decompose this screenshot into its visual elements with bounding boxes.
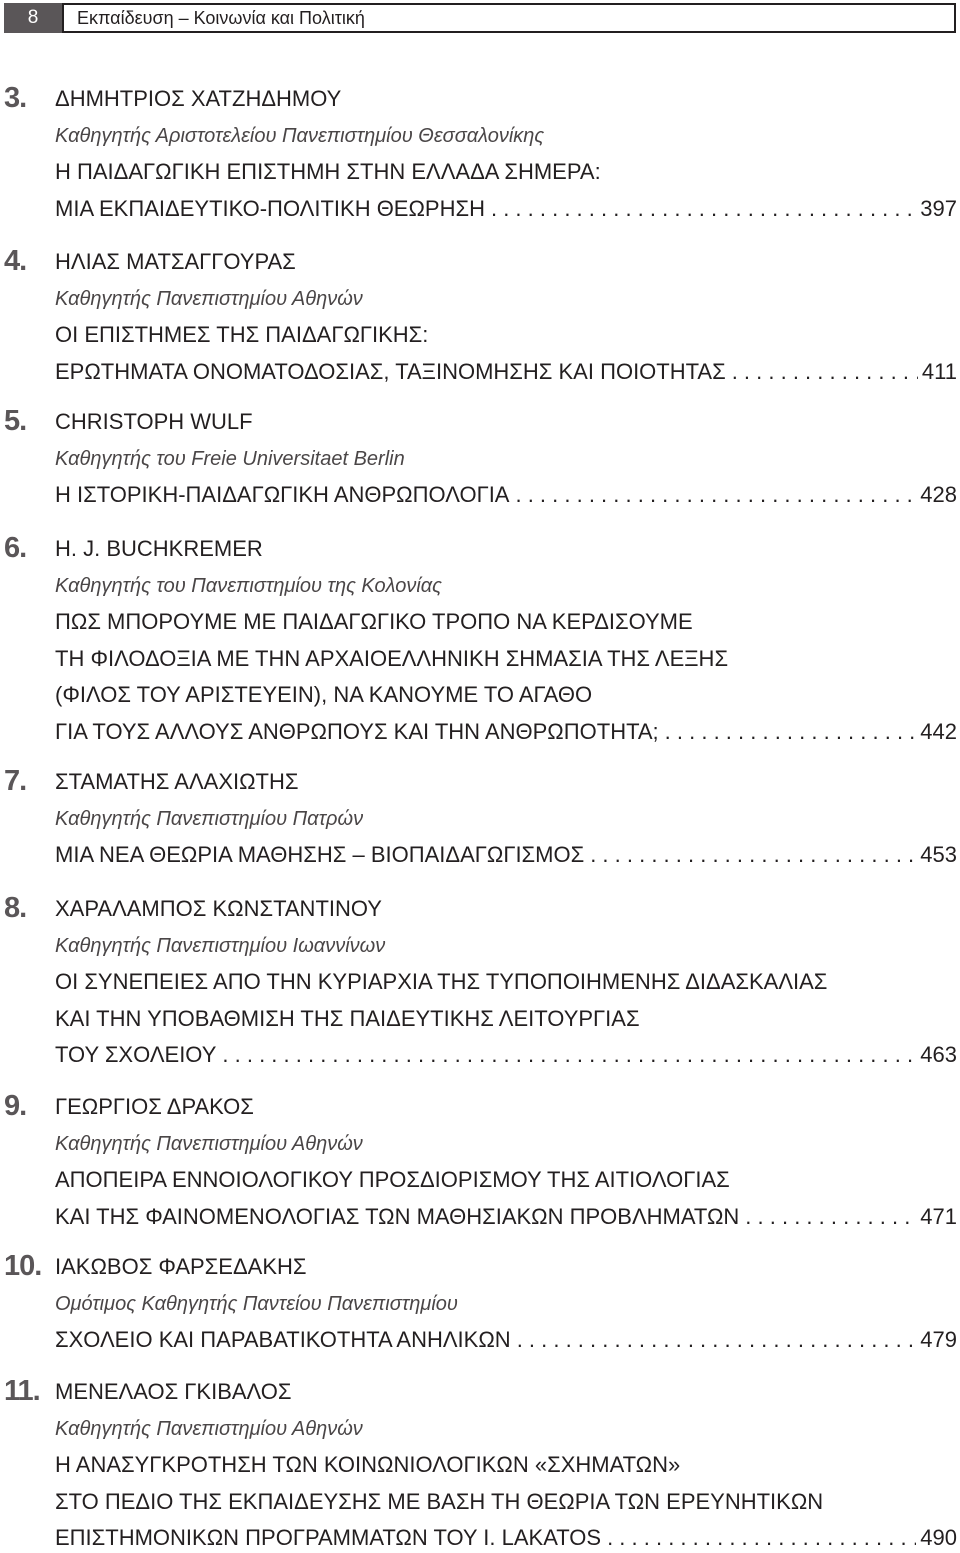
- entry-title-text: ΜΙΑ ΝΕΑ ΘΕΩΡΙΑ ΜΑΘΗΣΗΣ – ΒΙΟΠΑΙΔΑΓΩΓΙΣΜΟΣ: [55, 842, 585, 867]
- entry-title-last-line: [55, 480, 957, 510]
- entry-title-last-line: [55, 1040, 957, 1070]
- entry-affiliation: Καθηγητής Πανεπιστημίου Αθηνών: [55, 287, 363, 310]
- entry-number: 11.: [4, 1375, 40, 1407]
- entry-number: 5.: [4, 405, 27, 437]
- entry-title-line: Η ΑΝΑΣΥΓΚΡΟΤΗΣΗ ΤΩΝ ΚΟΙΝΩΝΙΟΛΟΓΙΚΩΝ «ΣΧΗΜΑΤΩΝ»: [55, 1452, 681, 1477]
- entry-title-text: ΕΡΩΤΗΜΑΤΑ ΟΝΟΜΑΤΟΔΟΣΙΑΣ, ΤΑΞΙΝΟΜΗΣΗΣ ΚΑΙ ΠΟΙΟΤΗΤΑΣ: [55, 358, 726, 384]
- entry-page-number: 471: [920, 1203, 957, 1229]
- entry-title-line: ΤΗ ΦΙΛΟΔΟΞΙΑ ΜΕ ΤΗΝ ΑΡΧΑΙΟΕΛΛΗΝΙΚΗ ΣΗΜΑΣΙΑ ΤΗΣ ΛΕΞΗΣ: [55, 645, 729, 671]
- entry-number: 10.: [4, 1250, 42, 1282]
- entry-title-line: Η ΠΑΙΔΑΓΩΓΙΚΗ ΕΠΙΣΤΗΜΗ ΣΤΗΝ ΕΛΛΑΔΑ ΣΗΜΕΡΑ:: [55, 159, 601, 184]
- entry-author: H. J. BUCHKREMER: [55, 536, 263, 561]
- dot-leader: [607, 1523, 916, 1553]
- entry-author: ΧΑΡΑΛΑΜΠΟΣ ΚΩΝΣΤΑΝΤΙΝΟΥ: [55, 896, 382, 921]
- dot-leader: [590, 840, 916, 870]
- entry-title-text: ΕΠΙΣΤΗΜΟΝΙΚΩΝ ΠΡΟΓΡΑΜΜΑΤΩΝ ΤΟΥ I. LAKATOS: [55, 1525, 602, 1550]
- entry-title-last-line: [55, 840, 957, 870]
- entry-page-number: 428: [920, 482, 957, 507]
- entry-page-number: 411: [921, 358, 957, 384]
- entry-author: CHRISTOPH WULF: [55, 409, 253, 434]
- entry-author: ΗΛΙΑΣ ΜΑΤΣΑΓΓΟΥΡΑΣ: [55, 249, 296, 274]
- entry-title-text: ΤΟΥ ΣΧΟΛΕΙΟΥ: [55, 1042, 217, 1067]
- entry-title-line: ΑΠΟΠΕΙΡΑ ΕΝΝΟΙΟΛΟΓΙΚΟΥ ΠΡΟΣΔΙΟΡΙΣΜΟΥ ΤΗΣ ΑΙΤΙΟΛΟΓΙΑΣ: [55, 1167, 730, 1192]
- entry-page-number: 442: [920, 718, 957, 744]
- entry-title-text: Η ΙΣΤΟΡΙΚΗ-ΠΑΙΔΑΓΩΓΙΚΗ ΑΝΘΡΩΠΟΛΟΓΙΑ: [55, 482, 510, 507]
- dot-leader: [665, 717, 917, 747]
- dot-leader: [491, 194, 916, 224]
- entry-title-line: ΟΙ ΣΥΝΕΠΕΙΕΣ ΑΠΟ ΤΗΝ ΚΥΡΙΑΡΧΙΑ ΤΗΣ ΤΥΠΟΠΟΙΗΜΕΝΗΣ ΔΙΔΑΣΚΑΛΙΑΣ: [55, 969, 828, 994]
- entry-author: ΔΗΜΗΤΡΙΟΣ ΧΑΤΖΗΔΗΜΟΥ: [55, 86, 342, 111]
- entry-title-line: (ΦΙΛΟΣ ΤΟΥ ΑΡΙΣΤΕΥΕΙΝ), ΝΑ ΚΑΝΟΥΜΕ ΤΟ ΑΓΑΘΟ: [55, 682, 593, 707]
- entry-number: 7.: [4, 765, 27, 797]
- entry-title-last-line: [55, 717, 957, 747]
- running-title: Εκπαίδευση – Κοινωνία και Πολιτική: [62, 3, 956, 33]
- dot-leader: [517, 1325, 917, 1355]
- entry-affiliation: Καθηγητής του Πανεπιστημίου της Κολονίας: [55, 574, 442, 597]
- dot-leader: [222, 1040, 916, 1070]
- entry-title-line: ΚΑΙ ΤΗΝ ΥΠΟΒΑΘΜΙΣΗ ΤΗΣ ΠΑΙΔΕΥΤΙΚΗΣ ΛΕΙΤΟΥΡΓΙΑΣ: [55, 1005, 640, 1031]
- entry-title-line: ΟΙ ΕΠΙΣΤΗΜΕΣ ΤΗΣ ΠΑΙΔΑΓΩΓΙΚΗΣ:: [55, 322, 429, 347]
- entry-title-line: ΠΩΣ ΜΠΟΡΟΥΜΕ ΜΕ ΠΑΙΔΑΓΩΓΙΚΟ ΤΡΟΠΟ ΝΑ ΚΕΡΔΙΣΟΥΜΕ: [55, 609, 693, 634]
- entry-title-last-line: [55, 357, 957, 387]
- entry-title-text: ΚΑΙ ΤΗΣ ΦΑΙΝΟΜΕΝΟΛΟΓΙΑΣ ΤΩΝ ΜΑΘΗΣΙΑΚΩΝ ΠΡΟΒΛΗΜΑΤΩΝ: [55, 1203, 740, 1229]
- entry-number: 3.: [4, 82, 27, 114]
- entry-title-text: ΜΙΑ ΕΚΠΑΙΔΕΥΤΙΚΟ-ΠΟΛΙΤΙΚΗ ΘΕΩΡΗΣΗ: [55, 195, 485, 221]
- entry-title-last-line: [55, 1325, 957, 1355]
- entry-title-last-line: [55, 194, 957, 224]
- entry-title-last-line: [55, 1523, 957, 1553]
- dot-leader: [515, 480, 916, 510]
- entry-page-number: 453: [920, 842, 957, 867]
- dot-leader: [732, 357, 918, 387]
- entry-number: 6.: [4, 532, 27, 564]
- entry-page-number: 397: [920, 195, 957, 221]
- entry-title-last-line: [55, 1202, 957, 1232]
- dot-leader: [745, 1202, 916, 1232]
- entry-title-text: ΓΙΑ ΤΟΥΣ ΑΛΛΟΥΣ ΑΝΘΡΩΠΟΥΣ ΚΑΙ ΤΗΝ ΑΝΘΡΩΠΟΤΗΤΑ;: [55, 718, 659, 744]
- running-header: [4, 3, 956, 33]
- entry-title-line: ΣΤΟ ΠΕΔΙΟ ΤΗΣ ΕΚΠΑΙΔΕΥΣΗΣ ΜΕ ΒΑΣΗ ΤΗ ΘΕΩΡΙΑ ΤΩΝ ΕΡΕΥΝΗΤΙΚΩΝ: [55, 1488, 824, 1514]
- entry-author: ΜΕΝΕΛΑΟΣ ΓΚΙΒΑΛΟΣ: [55, 1379, 292, 1404]
- entry-affiliation: Καθηγητής του Freie Universitaet Berlin: [55, 447, 405, 470]
- entry-number: 4.: [4, 245, 27, 277]
- entry-affiliation: Ομότιμος Καθηγητής Παντείου Πανεπιστημίου: [55, 1292, 458, 1315]
- entry-affiliation: Καθηγητής Πανεπιστημίου Αθηνών: [55, 1417, 363, 1440]
- entry-affiliation: Καθηγητής Πανεπιστημίου Πατρών: [55, 807, 364, 830]
- entry-affiliation: Καθηγητής Πανεπιστημίου Αθηνών: [55, 1132, 363, 1155]
- entry-author: ΣΤΑΜΑΤΗΣ ΑΛΑΧΙΩΤΗΣ: [55, 769, 299, 794]
- entry-page-number: 479: [920, 1327, 957, 1352]
- entry-author: ΓΕΩΡΓΙΟΣ ΔΡΑΚΟΣ: [55, 1094, 254, 1119]
- entry-affiliation: Καθηγητής Αριστοτελείου Πανεπιστημίου Θεσσαλονίκης: [55, 124, 545, 147]
- entry-page-number: 463: [920, 1042, 957, 1067]
- entry-page-number: 490: [920, 1525, 957, 1550]
- entry-author: ΙΑΚΩΒΟΣ ΦΑΡΣΕΔΑΚΗΣ: [55, 1254, 307, 1279]
- entry-number: 8.: [4, 892, 27, 924]
- entry-number: 9.: [4, 1090, 27, 1122]
- entry-title-text: ΣΧΟΛΕΙΟ ΚΑΙ ΠΑΡΑΒΑΤΙΚΟΤΗΤΑ ΑΝΗΛΙΚΩΝ: [55, 1327, 511, 1352]
- entry-affiliation: Καθηγητής Πανεπιστημίου Ιωαννίνων: [55, 934, 386, 957]
- page-number: 8: [4, 3, 62, 33]
